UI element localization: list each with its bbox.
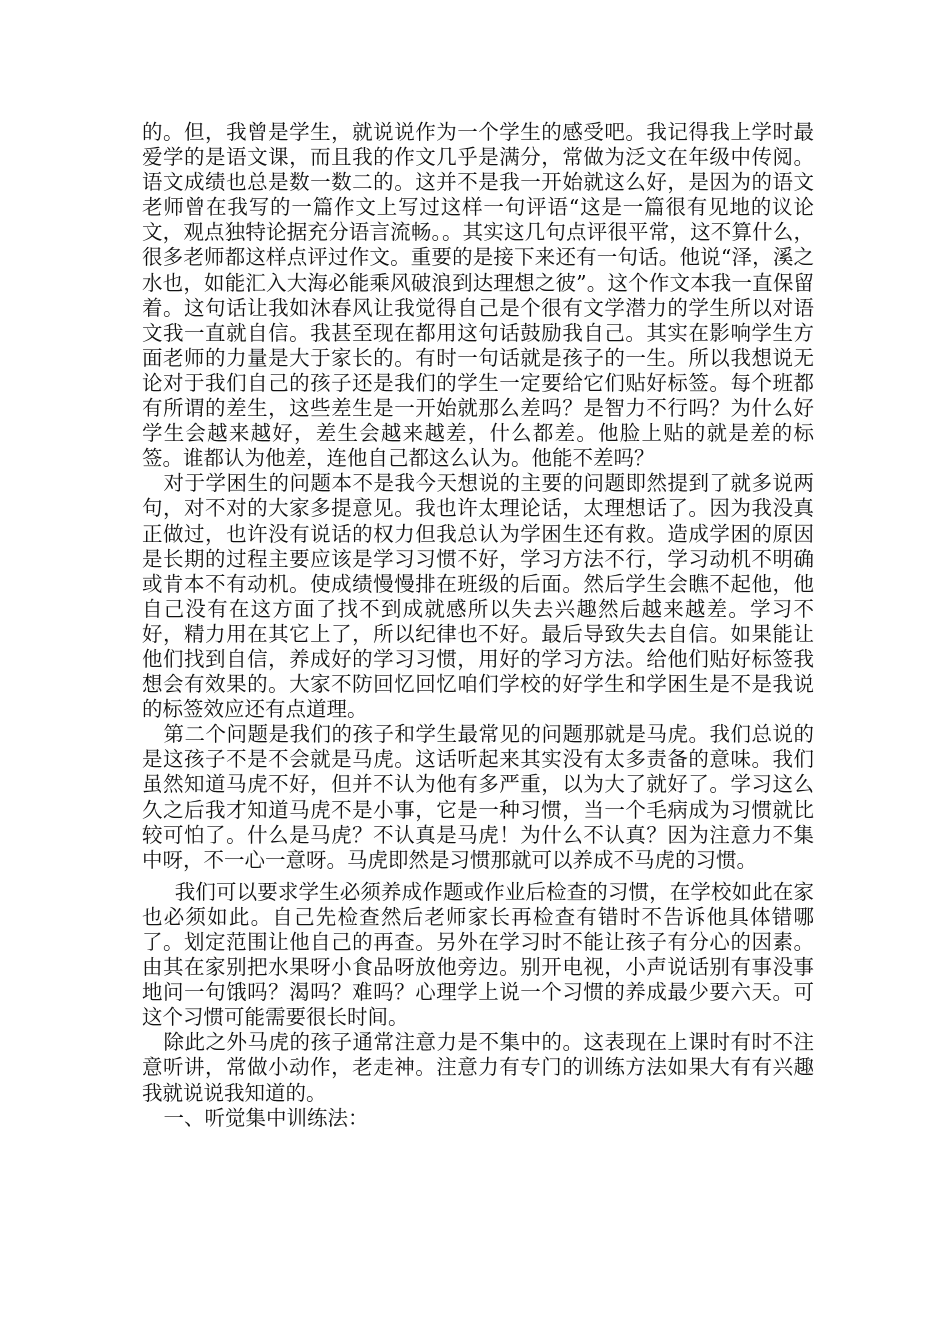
paragraph-2: 对于学困生的问题本不是我今天想说的主要的问题即然提到了就多说两句，对不对的大家多提意见。我也许太理论话，太理想话了。因为我没真正做过，也许没有说话的权力但我总认为学困生还有救。造成学困的原因是长期的过程主要应该是学习习惯不好，学习方法不行，学习动机不明确或肯本不有动机。使成绩慢慢排在班级的后面。然后学生会瞧不起他，他自己没有在这方面了找不到成就感所以失去兴趣然后越来越差。学习不好，精力用在其它上了，所以纪律也不好。最后导致失去自信。如果能让他们找到自信，养成好的学习习惯，用好的学习方法。给他们贴好标签我想会有效果的。大家不防回忆回忆咱们学校的好学生和学困生是不是我说的标签效应还有点道理。 — [142, 471, 814, 722]
paragraph-3: 第二个问题是我们的孩子和学生最常见的问题那就是马虎。我们总说的是这孩子不是不会就是马虎。这话听起来其实没有太多责备的意味。我们虽然知道马虎不好，但并不认为他有多严重，以为大了就好了。学习这么久之后我才知道马虎不是小事，它是一种习惯，当一个毛病成为习惯就比较可怕了。什么是马虎？不认真是马虎！为什么不认真？因为注意力不集中呀，不一心一意呀。马虎即然是习惯那就可以养成不马虎的习惯。 — [142, 722, 814, 872]
document-body — [142, 120, 814, 1131]
paragraph-4: 我们可以要求学生必须养成作题或作业后检查的习惯，在学校如此在家也必须如此。自己先检查然后老师家长再检查有错时不告诉他具体错哪了。划定范围让他自己的再查。另外在学习时不能让孩子有分心的因素。由其在家别把水果呀小食品呀放他旁边。别开电视，小声说话别有事没事地问一句饿吗？渴吗？难吗？心理学上说一个习惯的养成最少要六天。可这个习惯可能需要很长时间。 — [142, 879, 814, 1030]
section-heading: 一、听觉集中训练法： — [163, 1105, 369, 1130]
paragraph-5: 除此之外马虎的孩子通常注意力是不集中的。这表现在上课时有时不注意听讲，常做小动作，老走神。注意力有专门的训练方法如果大有有兴趣我就说说我知道的。 — [142, 1030, 814, 1105]
paragraph-1: 的。但，我曾是学生，就说说作为一个学生的感受吧。我记得我上学时最爱学的是语文课，而且我的作文几乎是满分，常做为泛文在年级中传阅。语文成绩也总是数一数二的。这并不是我一开始就这么好，是因为的语文老师曾在我写的一篇作文上写过这样一句评语“这是一篇很有见地的议论文，观点独特论据充分语言流畅。。其实这几句点评很平常，这不算什么，很多老师都这样点评过作文。重要的是接下来还有一句话。他说“泽，溪之水也，如能汇入大海必能乘风破浪到达理想之彼”。这个作文本我一直保留着。这句话让我如沐春风让我觉得自己是个很有文学潜力的学生所以对语文我一直就自信。我甚至现在都用这句话鼓励我自己。其实在影响学生方面老师的力量是大于家长的。有时一句话就是孩子的一生。所以我想说无论对于我们自己的孩子还是我们的学生一定要给它们贴好标签。每个班都有所谓的差生，这些差生是一开始就那么差吗？是智力不行吗？为什么好学生会越来越好，差生会越来越差，什么都差。他脸上贴的就是差的标签。谁都认为他差，连他自己都这么认为。他能不差吗？ — [142, 120, 814, 471]
